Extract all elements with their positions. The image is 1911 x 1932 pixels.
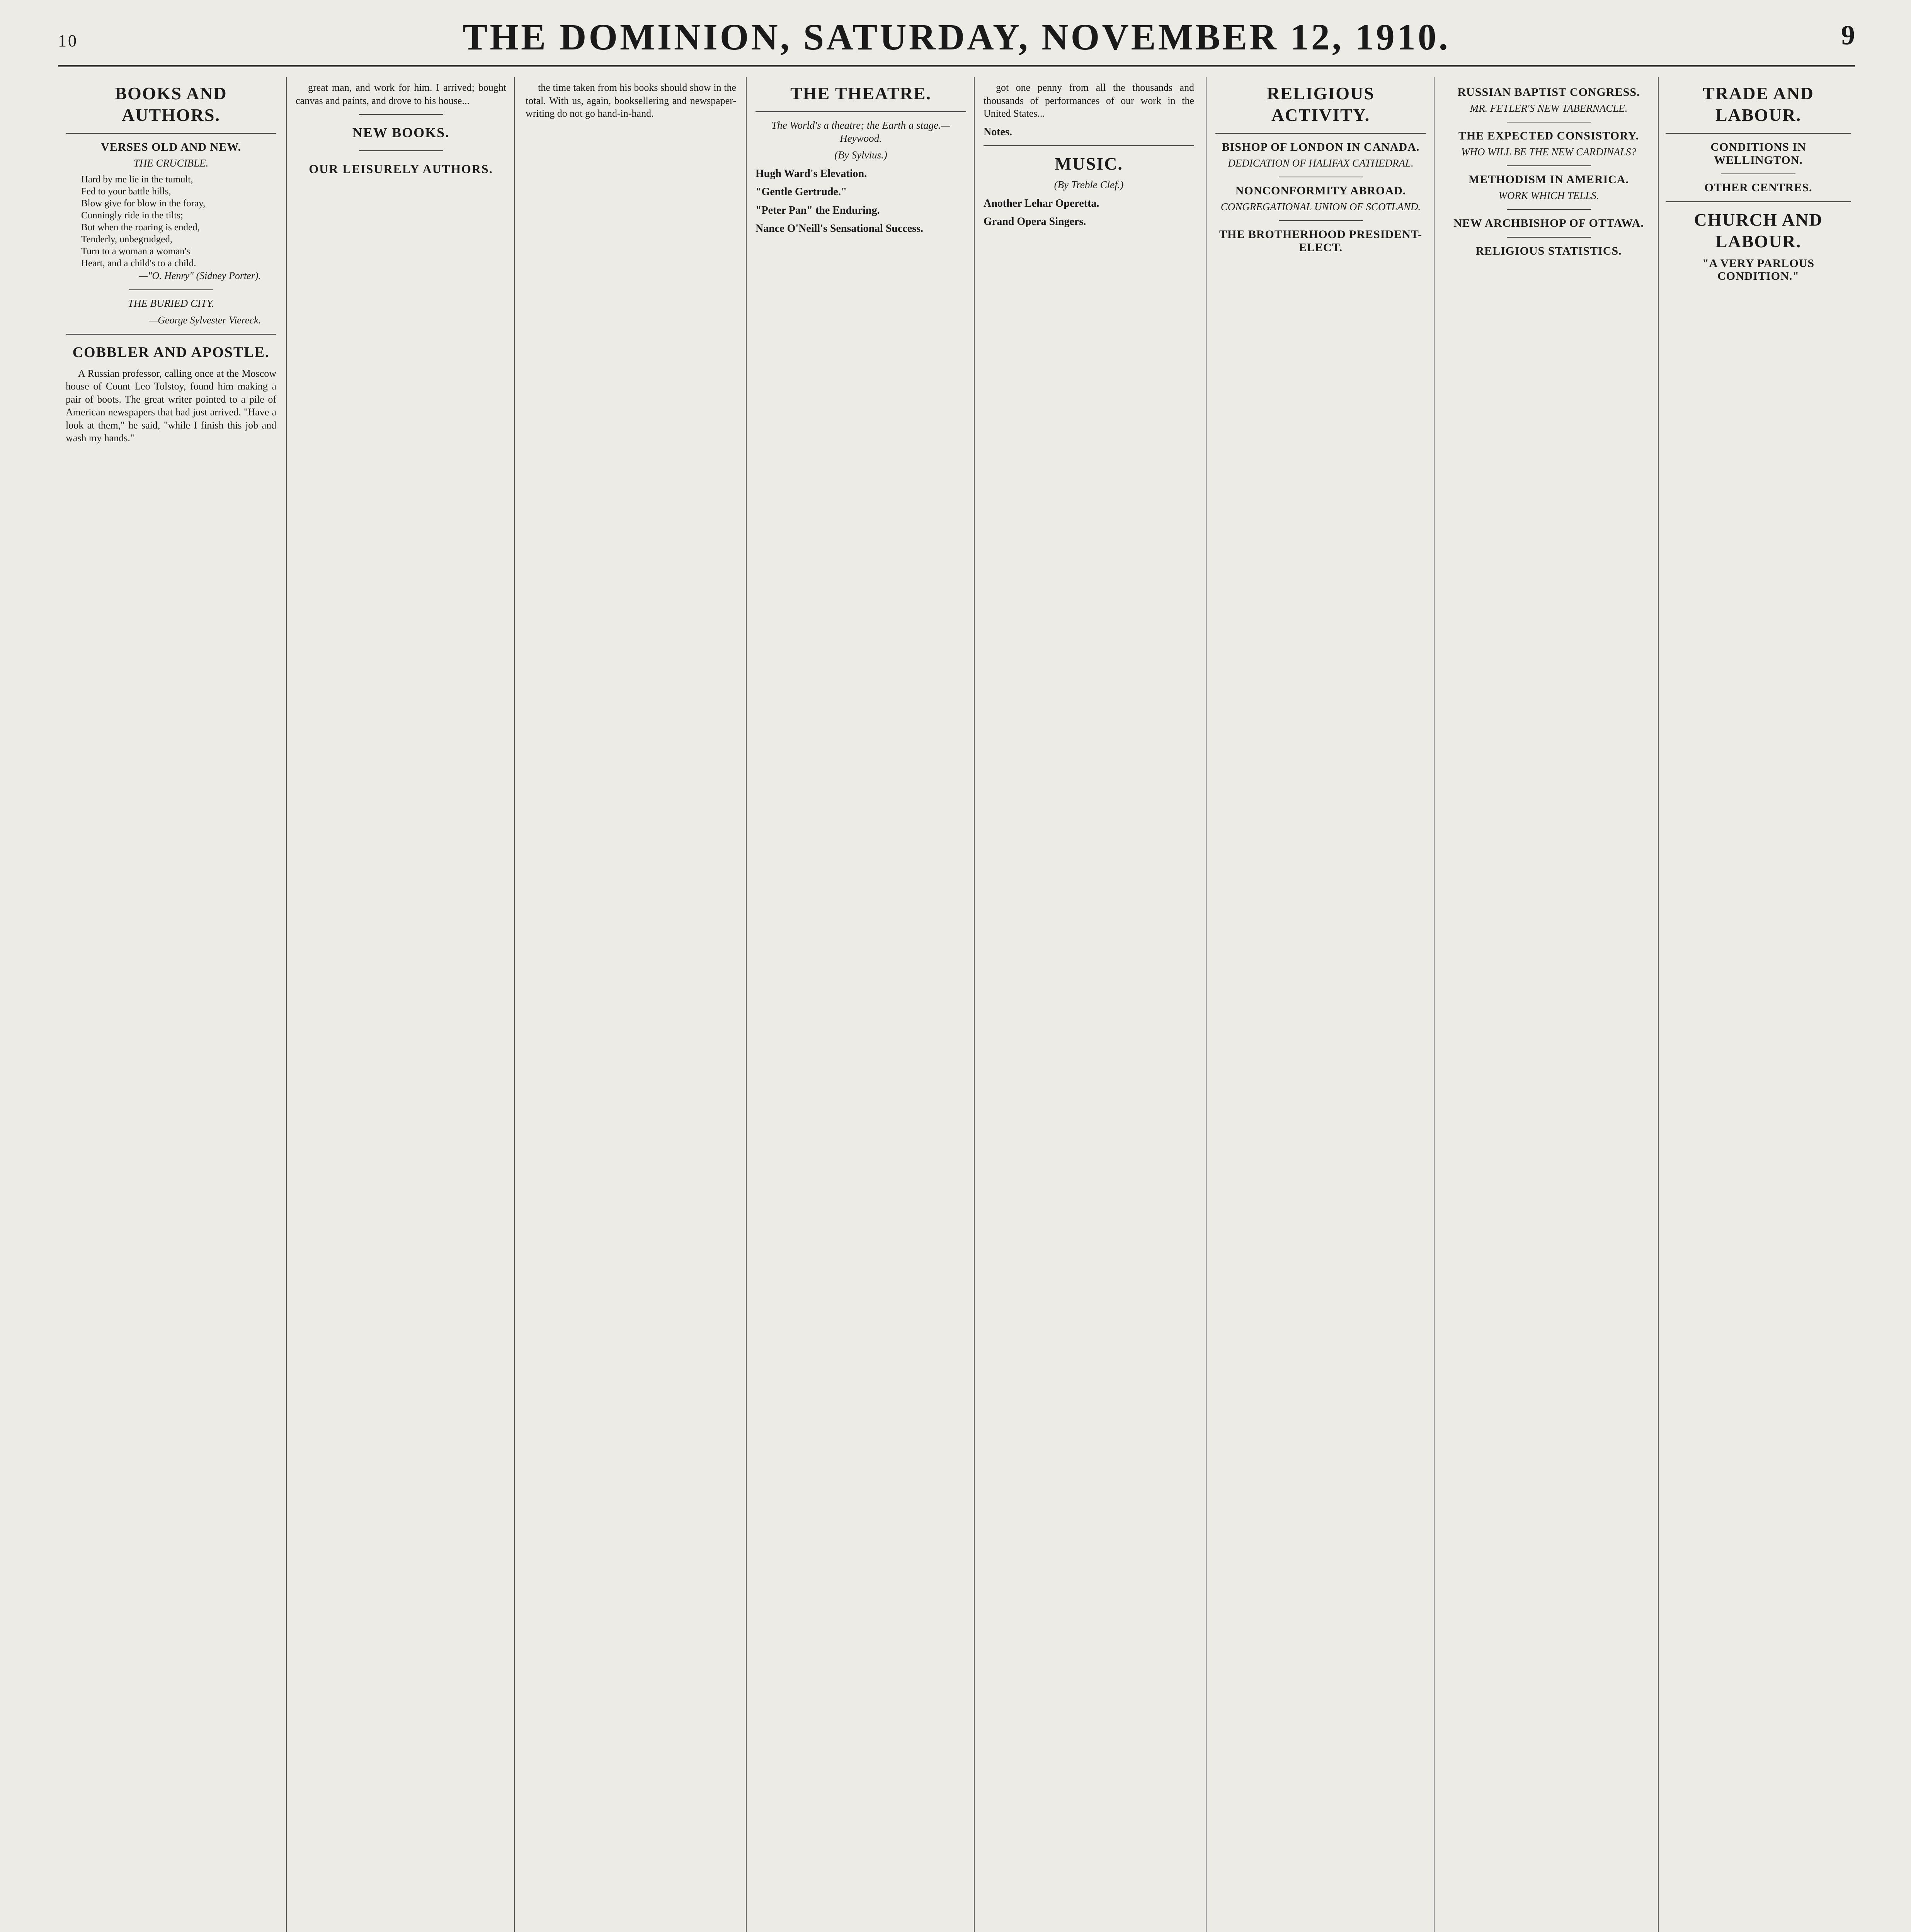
column-books-and-authors [66,81,276,1932]
section-heading: RELIGIOUS ACTIVITY. [1267,83,1375,125]
poem-line: Turn to a woman a woman's [81,246,191,257]
column-divider [974,77,975,1932]
byline: (By Sylvius.) [834,149,887,161]
column-notes-music [984,81,1194,1932]
rule [1721,173,1795,174]
subheading: RUSSIAN BAPTIST CONGRESS. [1457,86,1640,99]
column-divider [1434,77,1435,1932]
rule [66,133,276,134]
article-title: COBBLER AND APOSTLE. [72,344,270,361]
column-trade-and-labour [1666,81,1851,1932]
rule [359,114,443,115]
poem-author: —George Sylvester Viereck. [149,315,261,326]
subheading: NONCONFORMITY ABROAD. [1235,184,1406,197]
subheading: "A VERY PARLOUS CONDITION." [1702,257,1815,282]
subheading: DEDICATION OF HALIFAX CATHEDRAL. [1228,157,1414,169]
masthead-rule [58,65,1855,67]
subheading: NEW ARCHBISHOP OF OTTAWA. [1453,217,1644,230]
subheading: THE EXPECTED CONSISTORY. [1458,129,1639,142]
epigraph: The World's a theatre; the Earth a stage.—Heywood. [771,119,950,144]
column-divider [514,77,515,1932]
byline: (By Treble Clef.) [1054,179,1124,190]
section-subheading: VERSES OLD AND NEW. [101,141,241,153]
poem-line: Cunningly ride in the tilts; [81,210,183,221]
poem-lines [66,173,276,269]
column-divider [286,77,287,1932]
poem-line: Hard by me lie in the tumult, [81,174,193,185]
subheading: WORK WHICH TELLS. [1498,189,1599,201]
rule [1666,133,1851,134]
column-theatre [756,81,966,1932]
rule [1279,220,1363,221]
poem-title: THE BURIED CITY. [128,297,214,309]
section-heading: CHURCH AND LABOUR. [1694,209,1823,251]
rule [756,111,966,112]
subheading: RELIGIOUS STATISTICS. [1475,244,1622,257]
rule [129,289,213,290]
subheading: Grand Opera Singers. [984,216,1086,228]
newspaper-title: THE DOMINION, SATURDAY, NOVEMBER 12, 1910. [463,16,1450,58]
subheading: OTHER CENTRES. [1704,181,1812,194]
masthead-left: 10 [58,31,78,50]
section-heading: THE THEATRE. [790,83,931,103]
rule [1215,133,1426,134]
section-heading: MUSIC. [1055,154,1123,173]
poem-line: But when the roaring is ended, [81,222,200,233]
poem-line: Blow give for blow in the foray, [81,198,206,209]
rule [1507,237,1591,238]
poem-author: —"O. Henry" (Sidney Porter). [139,270,261,281]
column-divider [1658,77,1659,1932]
subheading: METHODISM IN AMERICA. [1468,173,1629,186]
column-divider [746,77,747,1932]
subheading: CONGREGATIONAL UNION OF SCOTLAND. [1220,201,1421,213]
column-3 [526,81,736,1932]
subheading: "Peter Pan" the Enduring. [756,204,880,216]
poem-title: THE CRUCIBLE. [133,157,209,169]
subheading: WHO WILL BE THE NEW CARDINALS? [1461,146,1637,158]
subheading: BISHOP OF LONDON IN CANADA. [1222,141,1420,153]
subheading: MR. FETLER'S NEW TABERNACLE. [1470,102,1628,114]
subheading: Nance O'Neill's Sensational Success. [756,223,924,235]
article-body: A Russian professor, calling once at the Moscow house of Count Leo Tolstoy, found him making a pair of boots. The great writer pointed to a pile of American newspapers that had just arrived. "Have a look at them," he said, "while I finish this job and wash my hands." [66,367,276,444]
masthead [58,15,1855,62]
column-2 [296,81,506,1932]
subheading: Hugh Ward's Elevation. [756,167,867,180]
article-body: got one penny from all the thousands and thousands of performances of our work in the United States... [984,82,1194,119]
rule [66,334,276,335]
rule [359,150,443,151]
article-body: great man, and work for him. I arrived; bought canvas and paints, and drove to his house... [296,82,506,106]
section-heading: TRADE AND LABOUR. [1703,83,1814,125]
subheading: "Gentle Gertrude." [756,186,847,198]
subheading: CONDITIONS IN WELLINGTON. [1710,141,1806,167]
subheading: Another Lehar Operetta. [984,197,1099,209]
rule [1666,201,1851,202]
article-body: the time taken from his books should show in the total. With us, again, booksellering and newspaper-writing do not go hand-in-hand. [526,82,736,119]
poem-line: Fed to your battle hills, [81,186,171,197]
rule [984,145,1194,146]
section-heading: NEW BOOKS. [352,125,450,140]
subheading: Notes. [984,126,1012,138]
poem-line: Heart, and a child's to a child. [81,258,196,269]
rule [1507,209,1591,210]
section-heading: OUR LEISURELY AUTHORS. [309,162,493,176]
poem-line: Tenderly, unbegrudged, [81,234,173,245]
column-religious-2 [1443,81,1654,1932]
rule [1507,165,1591,166]
column-religious-activity [1215,81,1426,1932]
subheading: THE BROTHERHOOD PRESIDENT-ELECT. [1219,228,1422,254]
section-heading: BOOKS AND AUTHORS. [115,83,227,125]
page-number: 9 [1841,20,1855,51]
